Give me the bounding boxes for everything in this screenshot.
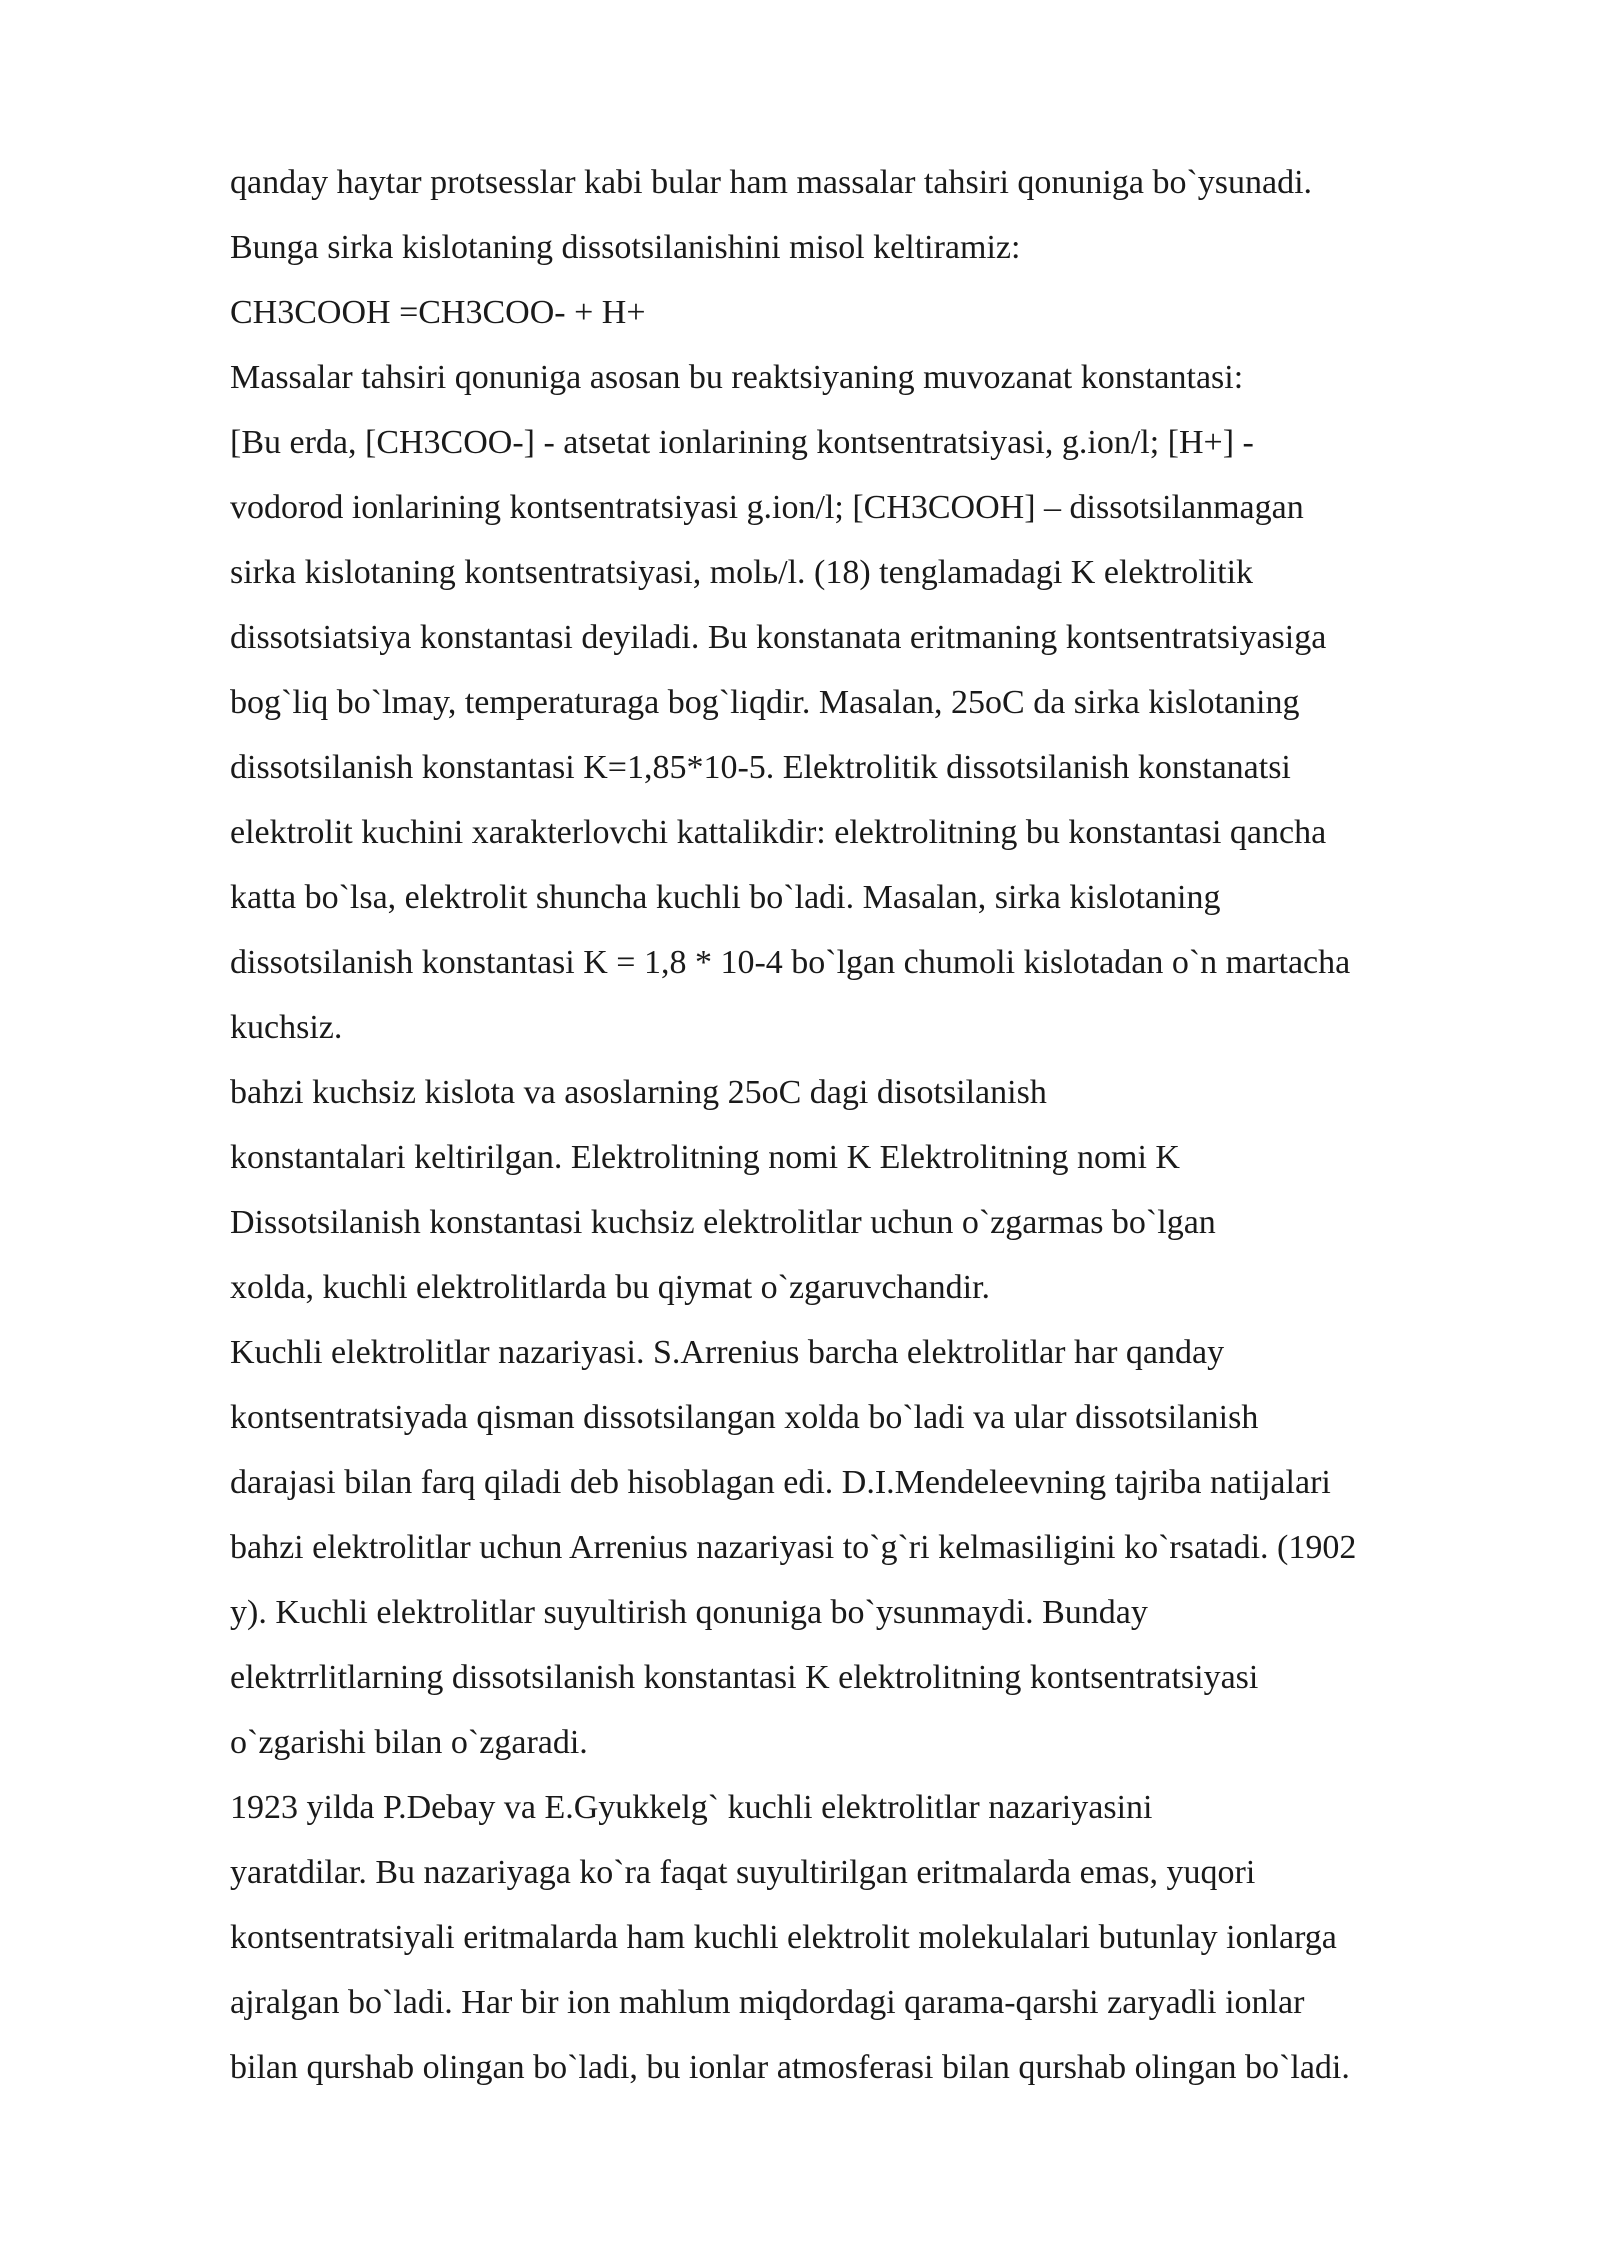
text-line: xolda, kuchli elektrolitlarda bu qiymat o`zgaruvchandir. [230, 1269, 991, 1306]
text-line: dissotsilanish konstantasi K = 1,8 * 10-4 bo`lgan chumoli kislotadan o`n martacha [230, 944, 1351, 981]
text-line: katta bo`lsa, elektrolit shuncha kuchli bo`ladi. Masalan, sirka kislotaning [230, 879, 1221, 916]
text-line: 1923 yilda P.Debay va E.Gyukkelg` kuchli elektrolitlar nazariyasini [230, 1789, 1153, 1826]
text-line: kuchsiz. [230, 1009, 343, 1046]
document-body [230, 150, 1530, 2100]
text-line: darajasi bilan farq qiladi deb hisoblagan edi. D.I.Mendeleevning tajriba natijalari [230, 1464, 1331, 1501]
chemical-equation: CH3COOH =CH3COO- + H+ [230, 294, 646, 331]
text-line: elektrolit kuchini xarakterlovchi kattalikdir: elektrolitning bu konstantasi qancha [230, 814, 1327, 851]
text-line: yaratdilar. Bu nazariyaga ko`ra faqat suyultirilgan eritmalarda emas, yuqori [230, 1854, 1256, 1891]
text-line: kontsentratsiyali eritmalarda ham kuchli elektrolit molekulalari butunlay ionlarga [230, 1919, 1337, 1956]
text-line: dissotsilanish konstantasi K=1,85*10-5. Elektrolitik dissotsilanish konstanatsi [230, 749, 1291, 786]
text-line: vodorod ionlarining kontsentratsiyasi g.ion/l; [CH3COOH] – dissotsilanmagan [230, 489, 1304, 526]
text-line: qanday haytar protsesslar kabi bular ham massalar tahsiri qonuniga bo`ysunadi. [230, 164, 1313, 201]
text-line: bilan qurshab olingan bo`ladi, bu ionlar atmosferasi bilan qurshab olingan bo`ladi. [230, 2049, 1350, 2086]
text-line: [Bu erda, [CH3COO-] - atsetat ionlarining kontsentratsiyasi, g.ion/l; [H+] - [230, 424, 1254, 461]
text-line: kontsentratsiyada qisman dissotsilangan xolda bo`ladi va ular dissotsilanish [230, 1399, 1259, 1436]
text-line: ajralgan bo`ladi. Har bir ion mahlum miqdordagi qarama-qarshi zaryadli ionlar [230, 1984, 1305, 2021]
text-line: konstantalari keltirilgan. Elektrolitning nomi K Elektrolitning nomi K [230, 1139, 1180, 1176]
text-line: bahzi kuchsiz kislota va asoslarning 25oC dagi disotsilanish [230, 1074, 1047, 1111]
text-line: elektrrlitlarning dissotsilanish konstantasi K elektrolitning kontsentratsiyasi [230, 1659, 1259, 1696]
text-line: y). Kuchli elektrolitlar suyultirish qonuniga bo`ysunmaydi. Bunday [230, 1594, 1148, 1631]
text-line: Bunga sirka kislotaning dissotsilanishini misol keltiramiz: [230, 229, 1021, 266]
text-line: bahzi elektrolitlar uchun Arrenius nazariyasi to`g`ri kelmasiligini ko`rsatadi. (1902 [230, 1529, 1357, 1566]
text-line: sirka kislotaning kontsentratsiyasi, molь/l. (18) tenglamadagi K elektrolitik [230, 554, 1254, 591]
text-line: Massalar tahsiri qonuniga asosan bu reaktsiyaning muvozanat konstantasi: [230, 359, 1244, 396]
text-line: o`zgarishi bilan o`zgaradi. [230, 1724, 588, 1761]
section-heading-line: Kuchli elektrolitlar nazariyasi. S.Arrenius barcha elektrolitlar har qanday [230, 1334, 1225, 1371]
text-line: bog`liq bo`lmay, temperaturaga bog`liqdir. Masalan, 25oC da sirka kislotaning [230, 684, 1300, 721]
text-line: dissotsiatsiya konstantasi deyiladi. Bu konstanata eritmaning kontsentratsiyasiga [230, 619, 1327, 656]
text-line: Dissotsilanish konstantasi kuchsiz elektrolitlar uchun o`zgarmas bo`lgan [230, 1204, 1216, 1241]
